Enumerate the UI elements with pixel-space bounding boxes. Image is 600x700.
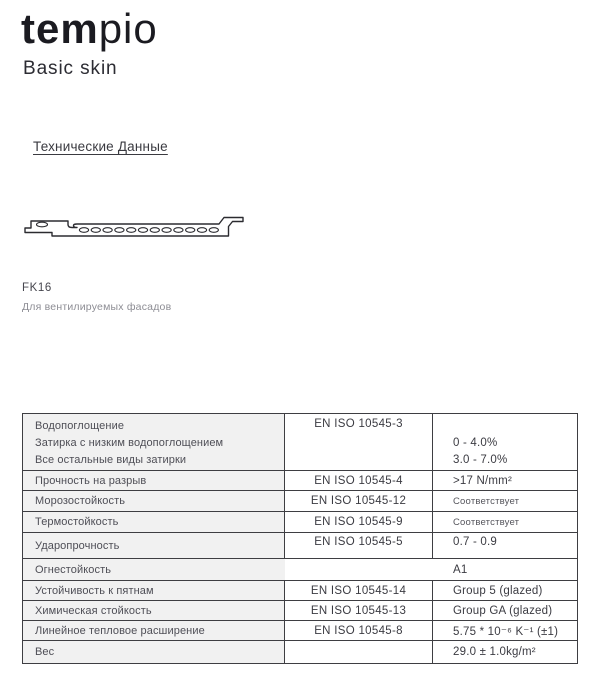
value-cell: Соответствует [453, 516, 520, 528]
value-cell: >17 N/mm² [453, 474, 512, 487]
standard-cell: EN ISO 10545-8 [285, 621, 433, 640]
standard-cell: EN ISO 10545-13 [285, 601, 433, 620]
section-heading: Технические Данные [33, 139, 168, 154]
standard-cell: EN ISO 10545-14 [285, 581, 433, 600]
brand-logo-light-segment: pio [98, 5, 158, 52]
profile-subtitle: Для вентилируемых фасадов [22, 301, 172, 313]
table-row-impact-resistance [23, 533, 577, 559]
property-label: Линейное тепловое расширение [23, 621, 285, 640]
table-row-water-absorption [23, 414, 577, 471]
brand-logo [21, 6, 158, 52]
property-label: Вес [23, 641, 285, 663]
property-label: Огнестойкость [23, 559, 285, 580]
property-label: Морозостойкость [23, 491, 285, 511]
property-label: Термостойкость [23, 512, 285, 532]
property-label [23, 414, 285, 470]
table-row-weight [23, 641, 577, 663]
standard-cell: EN ISO 10545-4 [285, 471, 433, 490]
value-cell: Соответствует [453, 495, 520, 507]
value-line: 0 - 4.0% [453, 437, 498, 449]
property-label: Прочность на разрыв [23, 471, 285, 490]
table-row-stain-resistance [23, 581, 577, 601]
value-cell: 5.75 * 10⁻⁶ K⁻¹ (±1) [453, 625, 559, 638]
value-cell: A1 [453, 563, 468, 576]
profile-code: FK16 [22, 282, 52, 294]
property-label-line: Затирка с низким водопоглощением [35, 437, 224, 449]
property-label: Ударопрочность [23, 533, 285, 558]
property-label: Устойчивость к пятнам [23, 581, 285, 600]
property-label-line: Все остальные виды затирки [35, 454, 187, 466]
brand-logo-bold-segment: tem [21, 5, 99, 52]
product-name: Basic skin [23, 58, 118, 79]
value-cell: 0.7 - 0.9 [453, 536, 497, 548]
standard-cell: EN ISO 10545-5 [285, 533, 433, 558]
standard-cell: EN ISO 10545-9 [285, 512, 433, 532]
table-row-fire-resistance [23, 559, 577, 581]
table-row-tensile-strength [23, 471, 577, 491]
value-cell: Group 5 (glazed) [453, 584, 543, 597]
value-cell: Group GA (glazed) [453, 604, 553, 617]
spec-table [22, 413, 578, 664]
table-row-chemical-resistance [23, 601, 577, 621]
value-line: 3.0 - 7.0% [453, 454, 508, 466]
value-cell: 29.0 ± 1.0kg/m² [453, 646, 536, 658]
standard-cell [285, 641, 433, 663]
standard-cell: EN ISO 10545-3 [285, 414, 433, 470]
value-cell [433, 414, 577, 470]
table-row-thermal-shock [23, 512, 577, 533]
standard-cell: EN ISO 10545-12 [285, 491, 433, 511]
table-row-frost-resistance [23, 491, 577, 512]
panel-cross-section-icon [22, 213, 248, 248]
table-row-thermal-expansion [23, 621, 577, 641]
property-label: Химическая стойкость [23, 601, 285, 620]
property-label-line: Водопоглощение [35, 420, 125, 432]
